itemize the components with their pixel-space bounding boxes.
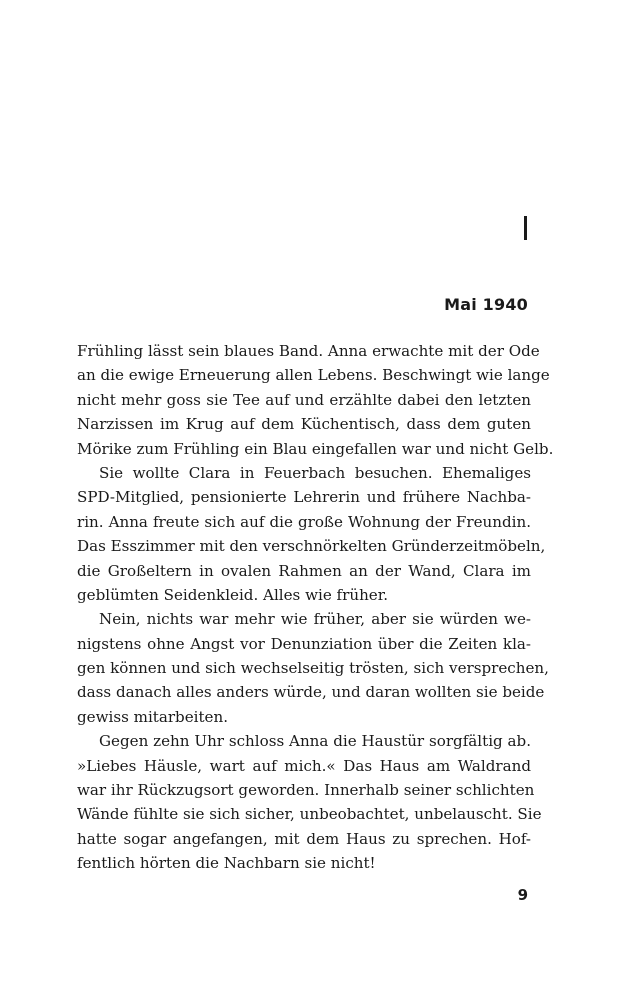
text-line: gen können und sich wechselseitig trösten, sich versprechen, xyxy=(77,659,549,678)
text-line: »Liebes Häusle, wart auf mich.« Das Haus am Waldrand xyxy=(77,756,531,775)
text-line: nigstens ohne Angst vor Denunziation über die Zeiten kla- xyxy=(77,634,531,653)
text-line: rin. Anna freute sich auf die große Wohnung der Freundin. xyxy=(77,512,531,531)
text-line: Narzissen im Krug auf dem Küchentisch, dass dem guten xyxy=(77,415,531,434)
text-line: Mörike zum Frühling ein Blau eingefallen war und nicht Gelb. xyxy=(77,439,554,458)
chapter-marker-bar xyxy=(524,216,527,240)
text-line: fentlich hörten die Nachbarn sie nicht! xyxy=(77,854,376,873)
text-line: dass danach alles anders würde, und daran wollten sie beide xyxy=(77,683,545,702)
text-line: Das Esszimmer mit den verschnörkelten Gründerzeitmöbeln, xyxy=(77,537,546,556)
text-line: hatte sogar angefangen, mit dem Haus zu sprechen. Hof- xyxy=(77,829,531,848)
body-text xyxy=(77,339,554,876)
text-line: war ihr Rückzugsort geworden. Innerhalb seiner schlichten xyxy=(77,781,535,800)
text-line: geblümten Seidenkleid. Alles wie früher. xyxy=(77,585,389,604)
page-number: 9 xyxy=(517,886,528,904)
text-line: gewiss mitarbeiten. xyxy=(77,707,228,726)
text-line: Sie wollte Clara in Feuerbach besuchen. Ehemaliges xyxy=(99,463,531,482)
text-line: Wände fühlte sie sich sicher, unbeobachtet, unbelauscht. Sie xyxy=(77,805,542,824)
chapter-heading: Mai 1940 xyxy=(444,295,528,314)
text-line: Nein, nichts war mehr wie früher, aber sie würden we- xyxy=(99,610,531,629)
text-line: SPD-Mitglied, pensionierte Lehrerin und frühere Nachba- xyxy=(77,488,531,507)
text-line: an die ewige Erneuerung allen Lebens. Beschwingt wie lange xyxy=(77,366,550,385)
text-line: Gegen zehn Uhr schloss Anna die Haustür sorgfältig ab. xyxy=(99,732,531,751)
text-line: Frühling lässt sein blaues Band. Anna erwachte mit der Ode xyxy=(77,342,540,360)
text-line: die Großeltern in ovalen Rahmen an der Wand, Clara im xyxy=(77,561,531,580)
text-line: nicht mehr goss sie Tee auf und erzählte dabei den letzten xyxy=(77,390,531,409)
